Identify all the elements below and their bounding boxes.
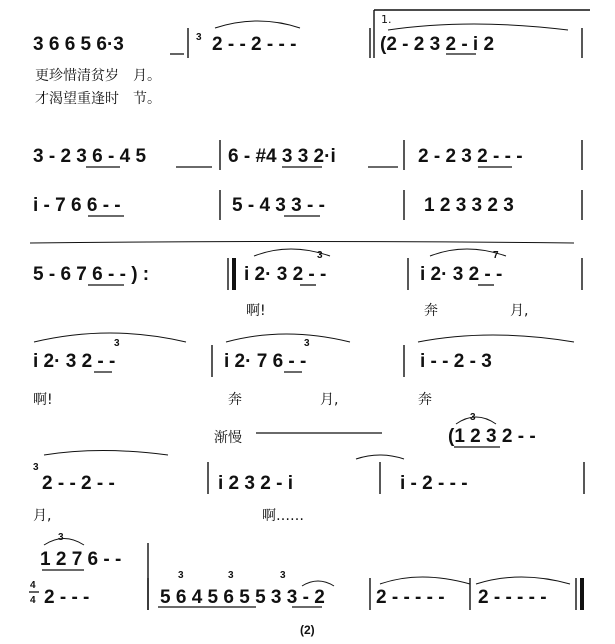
measure-notes: i - 7 6 6 - - [33, 195, 121, 216]
measure-notes: i - 2 - - - [400, 473, 468, 494]
lyric-word: 月, [510, 303, 529, 319]
staff-row-5 [33, 333, 574, 377]
triplet-label: 3 [178, 570, 184, 581]
triplet-label: 3 [280, 570, 286, 581]
triplet-label: 3 [470, 412, 476, 423]
triplet-label: 3 [228, 570, 234, 581]
measure-notes: i 2· 7 6 - - [224, 351, 307, 372]
measure-notes: i - - 2 - 3 [420, 351, 492, 372]
measure-notes: i 2 3 2 - i [218, 473, 293, 494]
lyric-verse-2: 才渴望重逢时 节。 [35, 91, 161, 107]
time-signature-bottom: 4 [30, 595, 36, 606]
measure-notes: 5 6 4 5 6 5 5 3 3 - 2 [160, 587, 325, 608]
measure-notes: 1 2 3 3 2 3 [424, 195, 514, 216]
lyric-word: 奔 [418, 392, 432, 408]
measure-notes: 3 - 2 3 6 - 4 5 [33, 146, 147, 167]
lyric-word: 奔 [228, 392, 242, 408]
interlude-notes: (1 2 3 2 - - [448, 426, 536, 447]
measure-notes: 5 - 4 3 3 - - [232, 195, 325, 216]
staff-row-7 [29, 570, 582, 610]
grace-note: 3 [196, 32, 202, 43]
lyric-word: 月, [320, 392, 339, 408]
grace-note: 3 [317, 250, 323, 261]
measure-notes: i 2· 3 2 - - [33, 351, 116, 372]
measure-notes: 2 - 2 3 2 - - - [418, 146, 523, 167]
measure-1-notes: 3 6 6 5 6·3 [33, 34, 124, 55]
measure-notes: 6 - #4 3 3 2·i [228, 146, 336, 167]
lyric-word: 啊! [246, 303, 266, 319]
grace-note: 3 [33, 462, 39, 473]
triplet-label: 3 [58, 532, 64, 543]
page-number: (2) [300, 623, 315, 637]
staff-row-4 [30, 242, 582, 291]
staff-row-3 [33, 190, 582, 220]
grace-note: 3 [304, 338, 310, 349]
time-signature-top: 4 [30, 580, 36, 591]
lyric-word: 啊…… [262, 508, 304, 524]
measure-3-notes: (2 - 2 3 2 - i 2 [380, 34, 495, 55]
grace-note: 7 [493, 250, 499, 261]
lyric-word: 月, [33, 508, 52, 524]
staff-row-1 [33, 10, 590, 58]
staff-row-2 [33, 140, 582, 170]
lyric-word: 啊! [33, 392, 53, 408]
measure-notes: 2 - - - - - [478, 587, 547, 608]
measure-notes: 5 - 6 7 6 - - ) : [33, 264, 150, 285]
volta-label: 1. [381, 13, 392, 26]
measure-notes: i 2· 3 2 - - [244, 264, 327, 285]
lyric-verse-1: 更珍惜清贫岁 月。 [35, 68, 161, 84]
measure-notes: i 2· 3 2 - - [420, 264, 503, 285]
ossia-notes: 1 2 7 6 - - [40, 549, 122, 570]
grace-note: 3 [114, 338, 120, 349]
lyric-word: 奔 [424, 303, 438, 319]
tempo-mark: 渐慢 [214, 430, 242, 446]
staff-row-6 [33, 451, 584, 495]
measure-2-notes: 2 - - 2 - - - [212, 34, 297, 55]
measure-notes: 2 - - - - - [376, 587, 445, 608]
measure-notes: 2 - - 2 - - [42, 473, 115, 494]
measure-notes: 2 - - - [44, 587, 90, 608]
